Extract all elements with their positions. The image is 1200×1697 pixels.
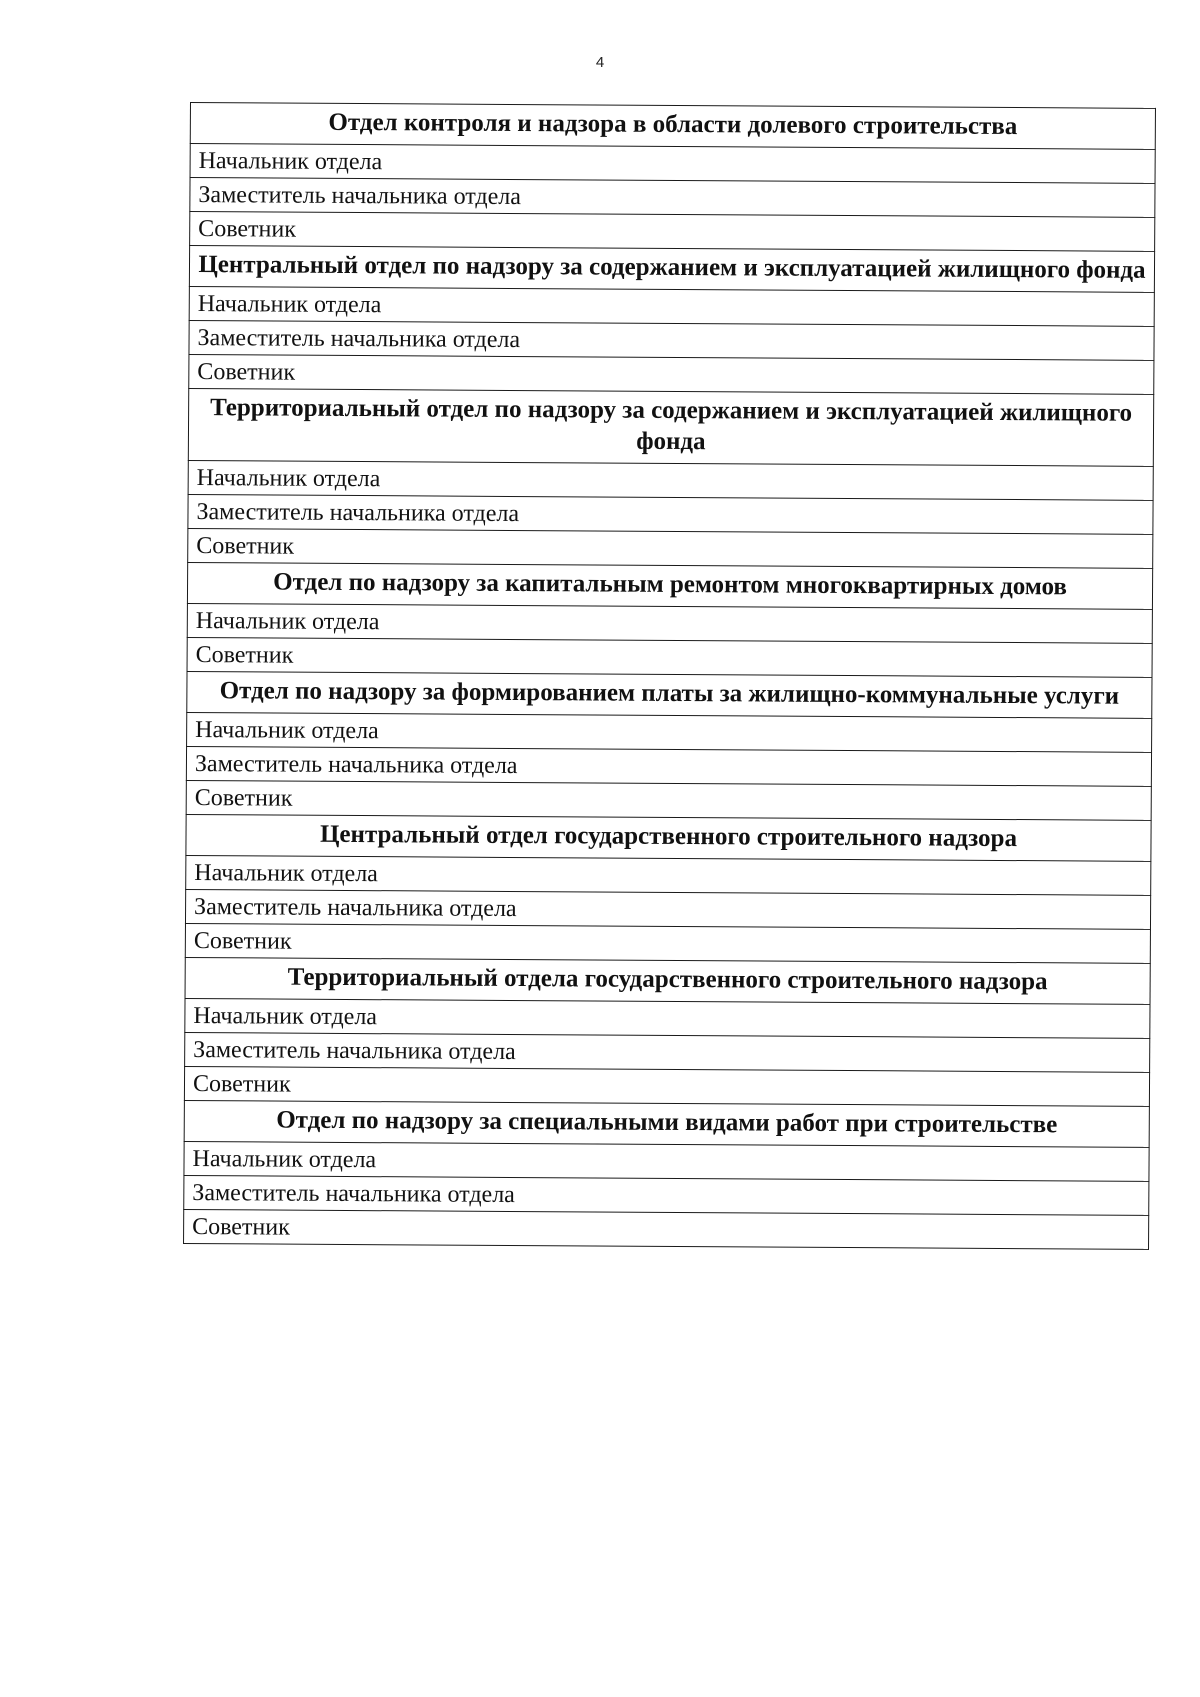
position-title: Начальник отдела xyxy=(185,998,1150,1038)
position-title: Начальник отдела xyxy=(184,1141,1149,1181)
position-title: Начальник отдела xyxy=(187,712,1152,752)
section-header-row xyxy=(184,1100,1149,1147)
page-number: 4 xyxy=(595,54,605,71)
position-title: Начальник отдела xyxy=(186,855,1151,895)
section-title: Отдел по надзору за формированием платы за жилищно-коммунальные услуги xyxy=(187,671,1152,718)
staff-table-body xyxy=(184,103,1156,1250)
position-title: Заместитель начальника отдела xyxy=(185,889,1150,929)
position-title: Заместитель начальника отдела xyxy=(190,178,1155,218)
position-title: Заместитель начальника отдела xyxy=(185,1032,1150,1072)
section-title: Отдел контроля и надзора в области долевого строительства xyxy=(190,103,1155,150)
position-title: Советник xyxy=(184,1066,1149,1106)
position-title: Советник xyxy=(189,354,1154,394)
section-header-row xyxy=(187,671,1152,718)
section-title: Центральный отдел государственного строительного надзора xyxy=(186,814,1151,861)
position-title: Советник xyxy=(184,1209,1149,1249)
position-title: Начальник отдела xyxy=(188,460,1153,500)
position-title: Советник xyxy=(190,212,1155,252)
position-title: Начальник отдела xyxy=(187,603,1152,643)
section-title: Отдел по надзору за капитальным ремонтом многоквартирных домов xyxy=(187,562,1152,609)
staff-positions-table xyxy=(183,102,1156,1250)
position-title: Заместитель начальника отдела xyxy=(186,746,1151,786)
section-header-row xyxy=(187,562,1152,609)
section-title: Центральный отдел по надзору за содержанием и эксплуатацией жилищного фонда xyxy=(189,246,1154,293)
section-header-row xyxy=(189,246,1154,293)
position-title: Начальник отдела xyxy=(190,144,1155,184)
position-title: Советник xyxy=(185,923,1150,963)
section-title: Территориальный отдел по надзору за содержанием и эксплуатацией жилищного фонда xyxy=(188,388,1153,466)
section-header-row xyxy=(190,103,1155,150)
position-row xyxy=(184,1209,1149,1249)
section-header-row xyxy=(188,388,1153,466)
section-title: Территориальный отдела государственного строительного надзора xyxy=(185,957,1150,1004)
position-title: Заместитель начальника отдела xyxy=(189,320,1154,360)
position-title: Советник xyxy=(186,780,1151,820)
staff-table-container xyxy=(183,102,1156,1250)
position-title: Советник xyxy=(188,528,1153,568)
position-title: Начальник отдела xyxy=(189,286,1154,326)
position-title: Заместитель начальника отдела xyxy=(184,1175,1149,1215)
position-title: Заместитель начальника отдела xyxy=(188,494,1153,534)
position-title: Советник xyxy=(187,637,1152,677)
section-header-row xyxy=(185,957,1150,1004)
section-header-row xyxy=(186,814,1151,861)
section-title: Отдел по надзору за специальными видами работ при строительстве xyxy=(184,1100,1149,1147)
